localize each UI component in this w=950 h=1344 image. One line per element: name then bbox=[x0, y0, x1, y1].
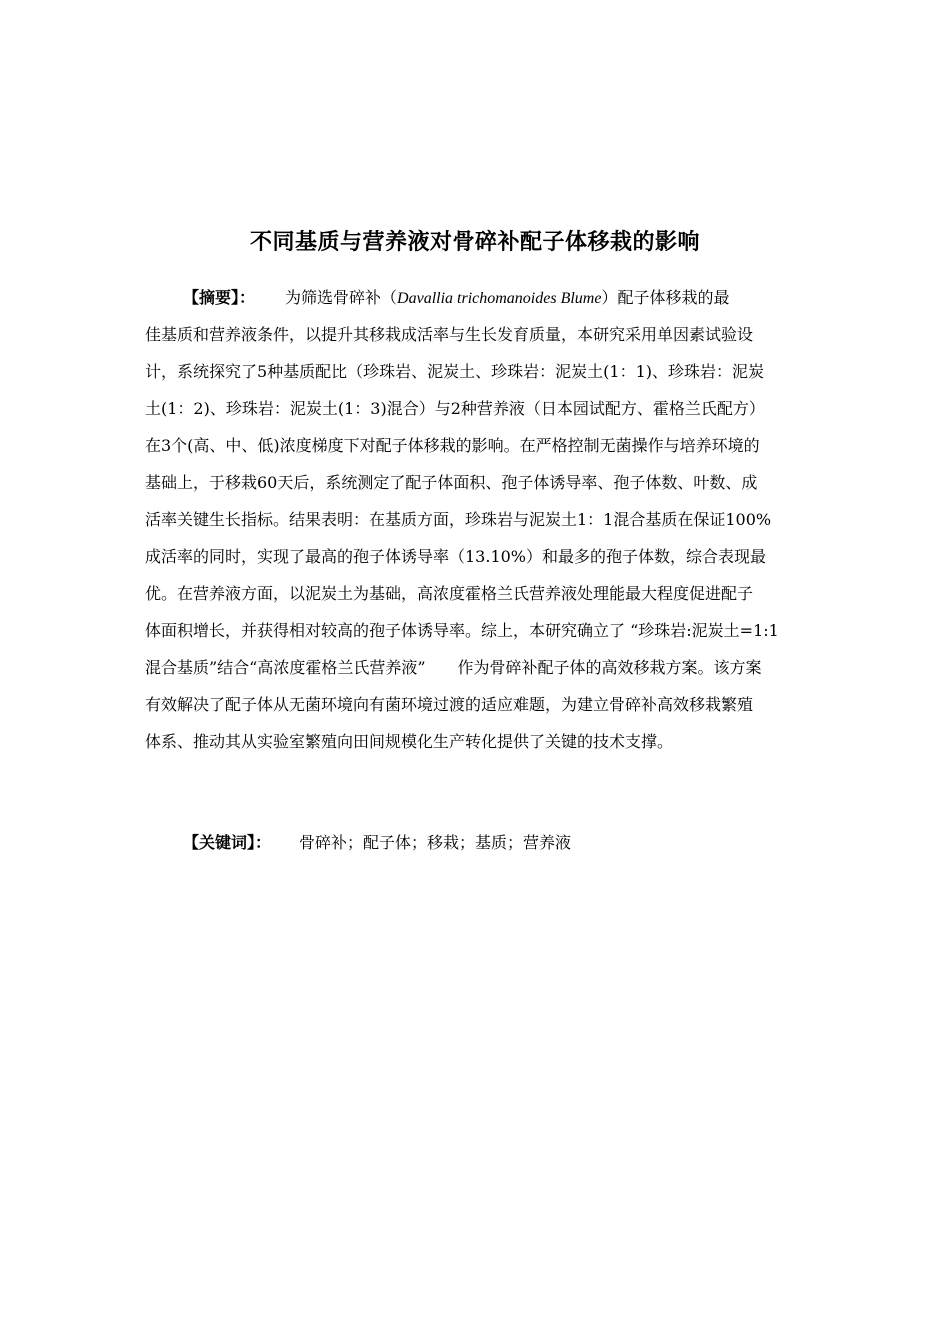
abstract-line: 体系、推动其从实验室繁殖向田间规模化生产转化提供了关键的技术支撑。 bbox=[145, 732, 674, 751]
abstract-first-line bbox=[183, 283, 729, 313]
keywords-label: 【关键词】： bbox=[183, 833, 272, 852]
abstract-line: 有效解决了配子体从无菌环境向有菌环境过渡的适应难题，为建立骨碎补高效移栽繁殖 bbox=[145, 695, 754, 714]
abstract-line: 混合基质”结合“高浓度霍格兰氏营养液” 作为骨碎补配子体的高效移栽方案。该方案 bbox=[145, 658, 762, 677]
abstract-line: 在3个(高、中、低)浓度梯度下对配子体移栽的影响。在严格控制无菌操作与培养环境的 bbox=[145, 436, 760, 455]
abstract-line: 优。在营养液方面，以泥炭土为基础，高浓度霍格兰氏营养液处理能最大程度促进配子 bbox=[145, 584, 754, 603]
abstract-line: 计，系统探究了5种基质配比（珍珠岩、泥炭土、珍珠岩：泥炭土(1：1)、珍珠岩：泥炭 bbox=[145, 362, 765, 381]
abstract-text-continue: ）配子体移栽的最 bbox=[601, 288, 730, 307]
abstract-line: 体面积增长，并获得相对较高的孢子体诱导率。综上，本研究确立了 “珍珠岩:泥炭土=1:1 bbox=[145, 621, 779, 640]
abstract-line: 土(1：2)、珍珠岩：泥炭土(1：3)混合）与2种营养液（日本园试配方、霍格兰氏配方） bbox=[145, 399, 765, 418]
abstract-line: 活率关键生长指标。结果表明：在基质方面，珍珠岩与泥炭土1：1混合基质在保证100% bbox=[145, 510, 772, 529]
abstract-text-start: 为筛选骨碎补（ bbox=[285, 288, 398, 307]
abstract-line: 佳基质和营养液条件，以提升其移栽成活率与生长发育质量，本研究采用单因素试验设 bbox=[145, 325, 754, 344]
abstract-label: 【摘要】： bbox=[183, 288, 256, 307]
keywords-line bbox=[183, 828, 571, 858]
species-name: Davallia trichomanoides Blume bbox=[397, 290, 602, 307]
page-title: 不同基质与营养液对骨碎补配子体移栽的影响 bbox=[249, 230, 700, 255]
keywords-text: 骨碎补；配子体；移栽；基质；营养液 bbox=[299, 833, 572, 852]
abstract-line: 成活率的同时，实现了最高的孢子体诱导率（13.10%）和最多的孢子体数，综合表现最 bbox=[145, 547, 767, 566]
abstract-line: 基础上，于移栽60天后，系统测定了配子体面积、孢子体诱导率、孢子体数、叶数、成 bbox=[145, 473, 758, 492]
